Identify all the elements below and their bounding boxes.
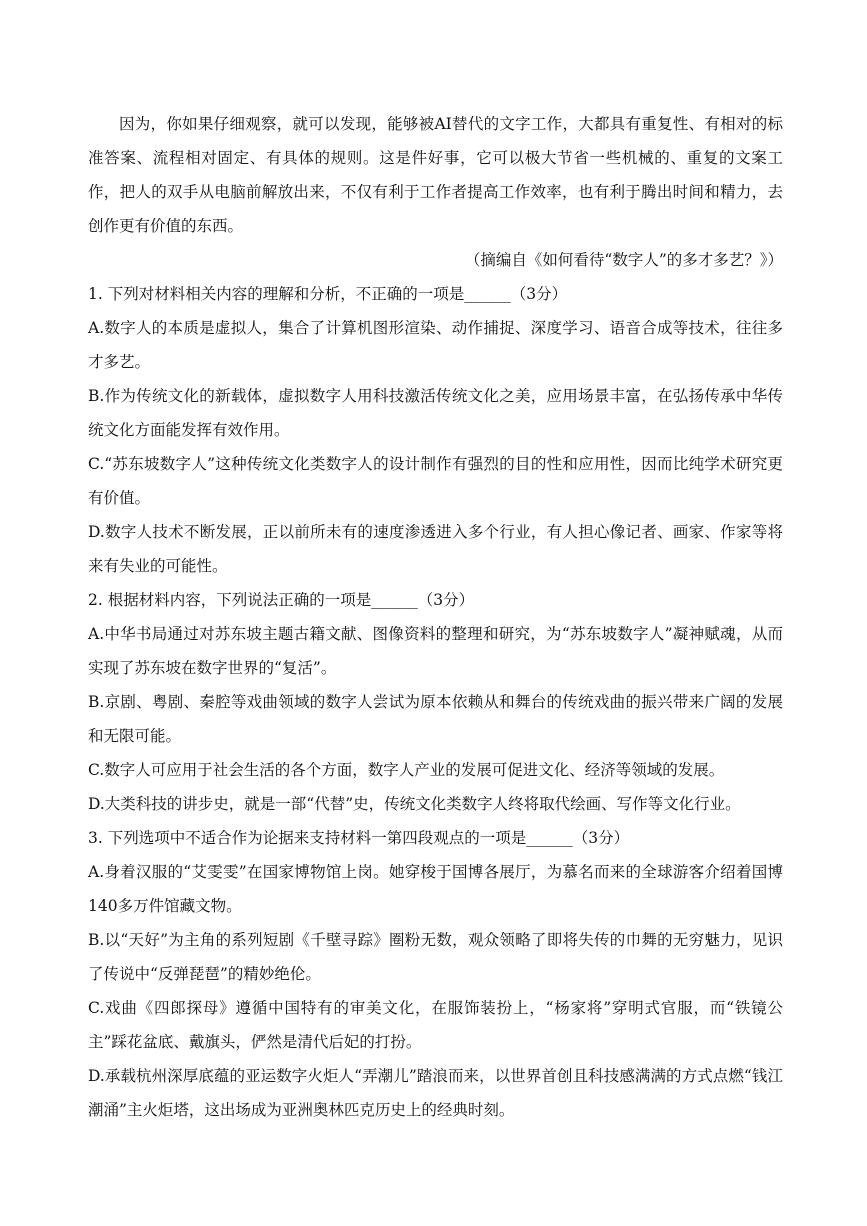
option-c: C.戏曲《四郎探母》遵循中国特有的审美文化，在服饰装扮上，“杨家将”穿明式官服，而“铁镜公主”踩花盆底、戴旗头，俨然是清代后妃的打扮。 xyxy=(88,999,783,1051)
page-content xyxy=(88,107,783,1127)
option-b: B.以“天好”为主角的系列短剧《千壁寻踪》圈粉无数，观众领略了即将失传的巾舞的无穷魅力，见识了传说中“反弹琵琶”的精妙绝伦。 xyxy=(88,931,783,983)
option-a: A.中华书局通过对苏东坡主题古籍文献、图像资料的整理和研究，为“苏东坡数字人”凝神赋魂，从而实现了苏东坡在数字世界的“复活”。 xyxy=(88,625,783,677)
passage-source: （摘编自《如何看待“数字人”的多才多艺？》） xyxy=(464,251,783,269)
question-stem: 1. 下列对材料相关内容的理解和分析，不正确的一项是______（3分） xyxy=(88,285,568,303)
question-3 xyxy=(88,821,783,1127)
option-d: D.承载杭州深厚底蕴的亚运数字火炬人“弄潮儿”踏浪而来，以世界首创且科技感满满的方式点燃“钱江潮涌”主火炬塔，这出场成为亚洲奥林匹克历史上的经典时刻。 xyxy=(88,1067,783,1119)
option-c: C.数字人可应用于社会生活的各个方面，数字人产业的发展可促进文化、经济等领域的发展。 xyxy=(88,761,725,779)
option-d: D.数字人技术不断发展，正以前所未有的速度渗透进入多个行业，有人担心像记者、画家、作家等将来有失业的可能性。 xyxy=(88,523,783,575)
option-a: A.身着汉服的“艾雯雯”在国家博物馆上岗。她穿梭于国博各展厅，为慕名而来的全球游客介绍着国博140多万件馆藏文物。 xyxy=(88,863,783,915)
option-b: B.作为传统文化的新载体，虚拟数字人用科技激活传统文化之美，应用场景丰富，在弘扬传承中华传统文化方面能发挥有效作用。 xyxy=(88,387,783,439)
passage-paragraph: 因为，你如果仔细观察，就可以发现，能够被AI替代的文字工作，大都具有重复性、有相对的标准答案、流程相对固定、有具体的规则。这是件好事，它可以极大节省一些机械的、重复的文案工作，把人的双手从电脑前解放出来，不仅有利于工作者提高工作效率，也有利于腾出时间和精力，去创作更有价值的东西。 xyxy=(88,115,783,235)
question-1 xyxy=(88,277,783,583)
option-d: D.大类科技的讲步史，就是一部“代替”史，传统文化类数字人终将取代绘画、写作等文化行业。 xyxy=(88,795,741,813)
option-c: C.“苏东坡数字人”这种传统文化类数字人的设计制作有强烈的目的性和应用性，因而比纯学术研究更有价值。 xyxy=(88,455,783,507)
question-stem: 3. 下列选项中不适合作为论据来支持材料一第四段观点的一项是______（3分） xyxy=(88,829,630,847)
question-2 xyxy=(88,583,783,821)
question-stem: 2. 根据材料内容，下列说法正确的一项是______（3分） xyxy=(88,591,475,609)
option-b: B.京剧、粤剧、秦腔等戏曲领域的数字人尝试为原本依赖从和舞台的传统戏曲的振兴带来广阔的发展和无限可能。 xyxy=(88,693,783,745)
option-a: A.数字人的本质是虚拟人，集合了计算机图形渲染、动作捕捉、深度学习、语音合成等技术，往往多才多艺。 xyxy=(88,319,783,371)
